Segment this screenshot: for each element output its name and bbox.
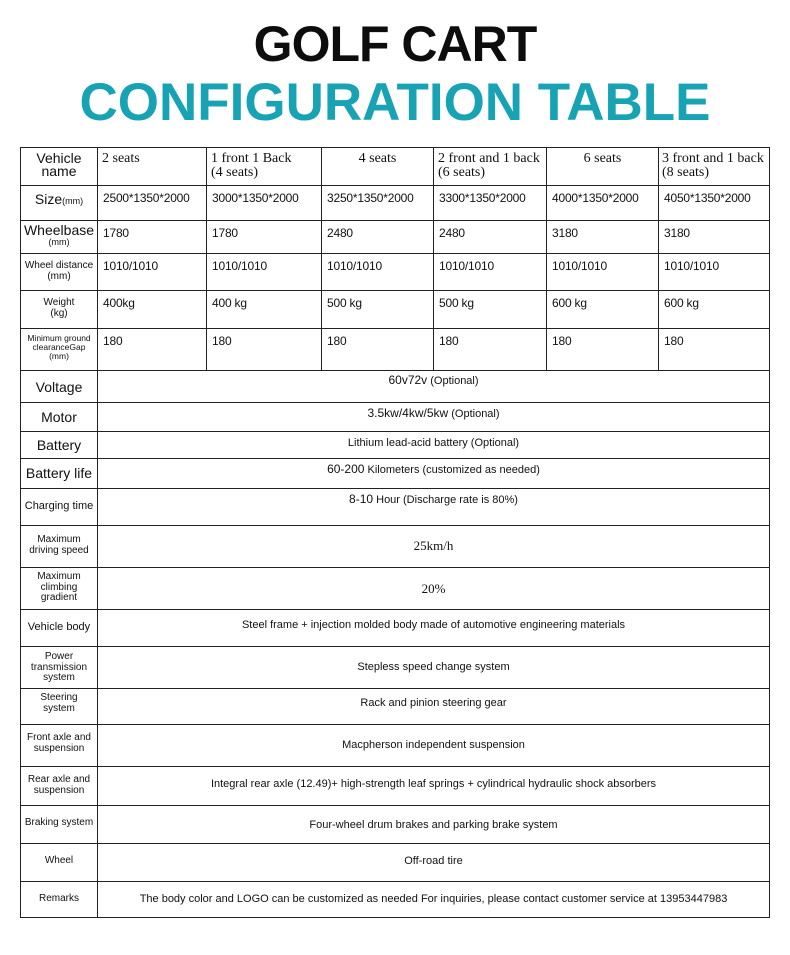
- weight-value: 500 kg: [322, 291, 434, 329]
- power-transmission-value: Stepless speed change system: [98, 647, 770, 689]
- wheelbase-value: 3180: [547, 221, 659, 254]
- row-charging-time: [21, 489, 770, 526]
- battery-value: Lithium lead-acid battery (Optional): [98, 432, 770, 459]
- wheel-distance-value: 1010/1010: [207, 254, 322, 291]
- row-label-power-transmission: Power transmission system: [21, 647, 98, 689]
- row-vehicle-body: [21, 610, 770, 647]
- column-header-4-seats: 4 seats: [322, 148, 434, 186]
- steering-value: Rack and pinion steering gear: [98, 689, 770, 725]
- row-label-voltage: Voltage: [21, 371, 98, 403]
- wheelbase-value: 1780: [98, 221, 207, 254]
- front-axle-value: Macpherson independent suspension: [98, 725, 770, 767]
- page-title: GOLF CART: [253, 16, 537, 72]
- row-label-remarks: Remarks: [21, 882, 98, 918]
- size-value: 4000*1350*2000: [547, 186, 659, 221]
- row-max-speed: [21, 526, 770, 568]
- clearance-value: 180: [322, 329, 434, 371]
- weight-value: 500 kg: [434, 291, 547, 329]
- row-label-battery: Battery: [21, 432, 98, 459]
- row-wheelbase: [21, 221, 770, 254]
- row-size: [21, 186, 770, 221]
- column-header-6-seats: 6 seats: [547, 148, 659, 186]
- size-value: 4050*1350*2000: [659, 186, 770, 221]
- charging-time-value: 8-10 Hour (Discharge rate is 80%): [98, 489, 770, 526]
- wheelbase-value: 3180: [659, 221, 770, 254]
- configuration-table: [20, 147, 770, 918]
- row-battery-life: [21, 459, 770, 489]
- row-label-motor: Motor: [21, 403, 98, 432]
- row-label-wheelbase: Wheelbase (mm): [21, 221, 98, 254]
- battery-life-value: 60-200 Kilometers (customized as needed): [98, 459, 770, 489]
- row-battery: [21, 432, 770, 459]
- max-speed-value: 25km/h: [98, 526, 770, 568]
- wheelbase-value: 1780: [207, 221, 322, 254]
- wheelbase-value: 2480: [322, 221, 434, 254]
- row-label-size: Size(mm): [21, 186, 98, 221]
- row-ground-clearance: [21, 329, 770, 371]
- clearance-value: 180: [547, 329, 659, 371]
- row-weight: [21, 291, 770, 329]
- row-label-braking: Braking system: [21, 806, 98, 844]
- page-subtitle: CONFIGURATION TABLE: [79, 73, 711, 132]
- row-label-charging-time: Charging time: [21, 489, 98, 526]
- wheel-distance-value: 1010/1010: [322, 254, 434, 291]
- size-value: 3300*1350*2000: [434, 186, 547, 221]
- remarks-value: The body color and LOGO can be customized as needed For inquiries, please contact customer service at 13953447983: [98, 882, 770, 918]
- size-value: 3250*1350*2000: [322, 186, 434, 221]
- wheel-distance-value: 1010/1010: [659, 254, 770, 291]
- size-value: 2500*1350*2000: [98, 186, 207, 221]
- max-climbing-value: 20%: [98, 568, 770, 610]
- row-label-rear-axle: Rear axle and suspension: [21, 767, 98, 806]
- row-voltage: [21, 371, 770, 403]
- weight-value: 400kg: [98, 291, 207, 329]
- row-label-wheel-distance: Wheel distance (mm): [21, 254, 98, 291]
- column-header-1-front-1-back: 1 front 1 Back (4 seats): [207, 148, 322, 186]
- weight-value: 600 kg: [659, 291, 770, 329]
- clearance-value: 180: [207, 329, 322, 371]
- weight-value: 600 kg: [547, 291, 659, 329]
- row-label-steering: Steering system: [21, 689, 98, 725]
- braking-value: Four-wheel drum brakes and parking brake system: [98, 806, 770, 844]
- voltage-value: 60v72v (Optional): [98, 371, 770, 403]
- row-label-battery-life: Battery life: [21, 459, 98, 489]
- row-motor: [21, 403, 770, 432]
- clearance-value: 180: [659, 329, 770, 371]
- row-wheel-distance: [21, 254, 770, 291]
- wheelbase-value: 2480: [434, 221, 547, 254]
- wheel-distance-value: 1010/1010: [547, 254, 659, 291]
- clearance-value: 180: [434, 329, 547, 371]
- wheel-value: Off-road tire: [98, 844, 770, 882]
- row-remarks: [21, 882, 770, 918]
- row-front-axle: [21, 725, 770, 767]
- row-label-front-axle: Front axle and suspension: [21, 725, 98, 767]
- row-wheel: [21, 844, 770, 882]
- row-max-climbing: [21, 568, 770, 610]
- size-value: 3000*1350*2000: [207, 186, 322, 221]
- column-header-2-seats: 2 seats: [98, 148, 207, 186]
- motor-value: 3.5kw/4kw/5kw (Optional): [98, 403, 770, 432]
- wheel-distance-value: 1010/1010: [98, 254, 207, 291]
- header-row: [21, 148, 770, 186]
- row-label-vehicle-body: Vehicle body: [21, 610, 98, 647]
- row-label-max-climbing: Maximum climbing gradient: [21, 568, 98, 610]
- vehicle-body-value: Steel frame + injection molded body made of automotive engineering materials: [98, 610, 770, 647]
- column-header-2-front-1-back: 2 front and 1 back (6 seats): [434, 148, 547, 186]
- row-braking: [21, 806, 770, 844]
- weight-value: 400 kg: [207, 291, 322, 329]
- clearance-value: 180: [98, 329, 207, 371]
- row-label-ground-clearance: Minimum ground clearanceGap (mm): [21, 329, 98, 371]
- row-label-max-speed: Maximum driving speed: [21, 526, 98, 568]
- column-header-3-front-1-back: 3 front and 1 back (8 seats): [659, 148, 770, 186]
- row-power-transmission: [21, 647, 770, 689]
- row-rear-axle: [21, 767, 770, 806]
- wheel-distance-value: 1010/1010: [434, 254, 547, 291]
- rear-axle-value: Integral rear axle (12.49)+ high-strength leaf springs + cylindrical hydraulic shock absorbers: [98, 767, 770, 806]
- row-label-wheel: Wheel: [21, 844, 98, 882]
- row-label-vehicle-name: Vehicle name: [21, 148, 98, 186]
- row-label-weight: Weight (kg): [21, 291, 98, 329]
- row-steering: [21, 689, 770, 725]
